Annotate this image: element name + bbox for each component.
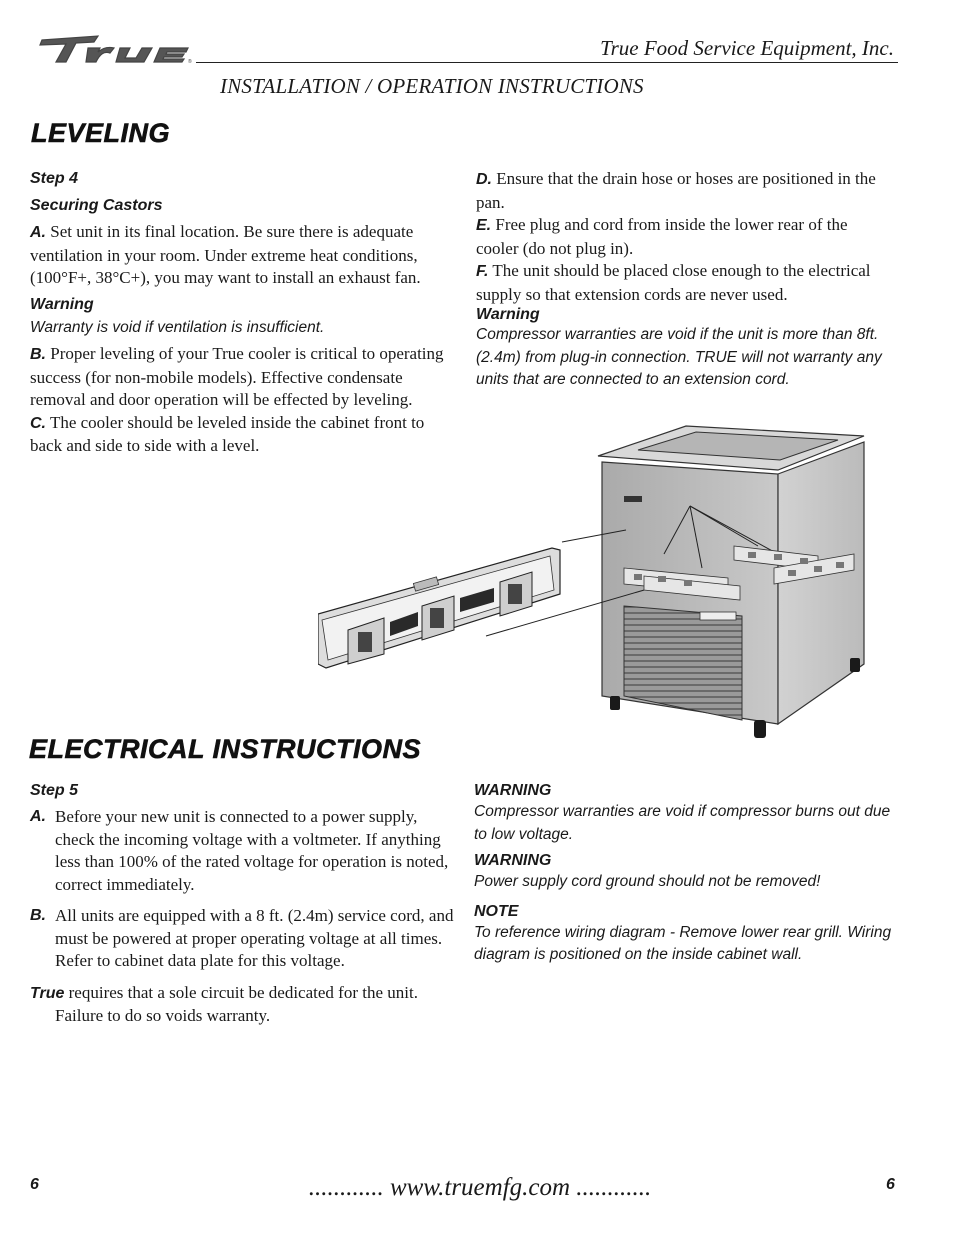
warning-text: Warranty is void if ventilation is insufficient. bbox=[30, 318, 325, 336]
electrical-left-column bbox=[30, 780, 455, 1028]
item-label: B. bbox=[30, 907, 46, 924]
cooler-leveling-illustration bbox=[318, 418, 870, 740]
item-label: A. bbox=[30, 224, 46, 241]
item-label: E. bbox=[476, 217, 492, 234]
warning-text: Compressor warranties are void if the unit is more than 8ft. (2.4m) from plug-in connection. TRUE will not warranty any units that are connected to an extension cord. bbox=[476, 326, 882, 388]
item-text: Before your new unit is connected to a power supply, check the incoming voltage with a voltmeter. If anything less than 100% of the rated voltage for operation is noted, correct immediately. bbox=[55, 807, 449, 894]
electrical-title: ELECTRICAL INSTRUCTIONS bbox=[29, 734, 422, 764]
item-text: All units are equipped with a 8 ft. (2.4m) service cord, and must be powered at proper operating voltage at all times. Refer to cabinet data plate for this voltage. bbox=[55, 906, 454, 970]
true-logo bbox=[36, 30, 196, 66]
item-label: B. bbox=[30, 346, 46, 363]
electrical-right-column bbox=[474, 780, 899, 967]
footer-url: ............ www.truemfg.com ............ bbox=[308, 1174, 652, 1201]
warning-text: Compressor warranties are void if compressor burns out due to low voltage. bbox=[474, 803, 891, 843]
warning-label: WARNING bbox=[474, 852, 552, 869]
item-text: Proper leveling of your True cooler is critical to operating success (for non-mobile models). Effective condensate removal and door operation will be effected by leveling. bbox=[30, 344, 444, 409]
item-label: D. bbox=[476, 171, 492, 188]
item-label: A. bbox=[30, 808, 46, 825]
leveling-title: LEVELING bbox=[31, 118, 171, 148]
paragraph-b bbox=[30, 905, 455, 973]
warning-label: Warning bbox=[476, 306, 540, 323]
paragraph-f bbox=[476, 260, 894, 306]
page-subtitle: INSTALLATION / OPERATION INSTRUCTIONS bbox=[220, 74, 644, 98]
company-name: True Food Service Equipment, Inc. bbox=[600, 36, 894, 60]
item-text: Free plug and cord from inside the lower rear of the cooler (do not plug in). bbox=[476, 215, 848, 258]
warning-label: WARNING bbox=[474, 782, 552, 799]
paragraph-b bbox=[30, 343, 448, 412]
item-text: The cooler should be leveled inside the cabinet front to back and side to side with a level. bbox=[30, 412, 425, 455]
item-text: Set unit in its final location. Be sure there is adequate ventilation in your room. Under extreme heat conditions, (100°F+, 38°C+), you may want to install an exhaust fan. bbox=[30, 222, 421, 287]
step-label: Step 5 bbox=[30, 782, 79, 799]
leveling-right-column bbox=[476, 168, 894, 392]
paragraph-a bbox=[30, 221, 448, 290]
paragraph-true bbox=[30, 982, 455, 1028]
note-text: To reference wiring diagram - Remove lower rear grill. Wiring diagram is positioned on the inside cabinet wall. bbox=[474, 923, 892, 963]
svg-text:®: ® bbox=[188, 59, 192, 65]
paragraph-d bbox=[476, 168, 894, 214]
header-rule bbox=[196, 62, 898, 63]
paragraph-e bbox=[476, 214, 894, 260]
item-text: The unit should be placed close enough to the electrical supply so that extension cords are never used. bbox=[476, 261, 871, 304]
item-text: requires that a sole circuit be dedicated for the unit. Failure to do so voids warranty. bbox=[55, 982, 418, 1025]
leveling-left-column bbox=[30, 168, 448, 458]
subheading: Securing Castors bbox=[30, 197, 163, 214]
page-number-right: 6 bbox=[886, 1176, 895, 1193]
warning-text: Power supply cord ground should not be removed! bbox=[474, 873, 821, 890]
item-label: True bbox=[30, 984, 65, 1002]
item-text: Ensure that the drain hose or hoses are positioned in the pan. bbox=[476, 169, 876, 212]
item-label: F. bbox=[476, 263, 489, 280]
step-label: Step 4 bbox=[30, 170, 79, 187]
warning-label: Warning bbox=[30, 295, 94, 313]
note-label: NOTE bbox=[474, 902, 519, 920]
page-number-left: 6 bbox=[30, 1176, 39, 1193]
item-label: C. bbox=[30, 414, 46, 432]
paragraph-a bbox=[30, 806, 455, 896]
